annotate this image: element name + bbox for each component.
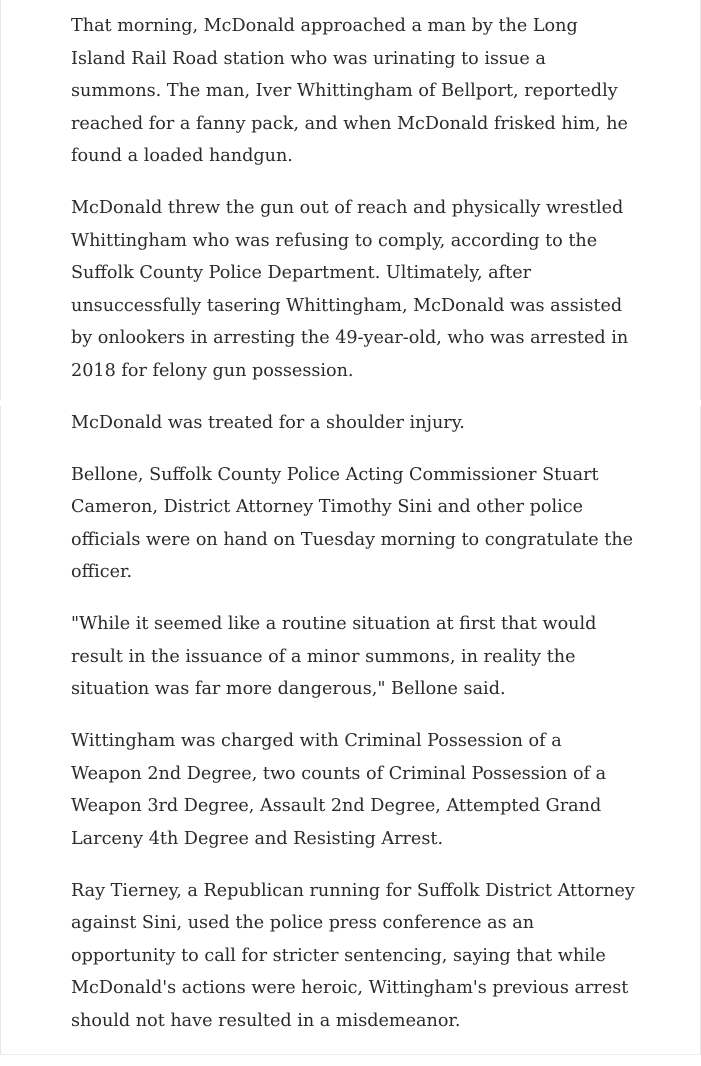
article-body (71, 10, 636, 1057)
article-paragraph: That morning, McDonald approached a man by the Long Island Rail Road station who was urinating to issue a summons. The man, Iver Whittingham of Bellport, reportedly reached for a fanny pack, and when McDonald frisked him, he found a loaded handgun. (71, 16, 628, 166)
article-paragraph: Bellone, Suffolk County Police Acting Commissioner Stuart Cameron, District Attorney Timothy Sini and other police officials were on hand on Tuesday morning to congratulate the officer. (71, 464, 634, 582)
article-paragraph: "While it seemed like a routine situation at first that would result in the issuance of a minor summons, in reality the situation was far more dangerous," Bellone said. (71, 614, 597, 699)
left-border-line (0, 0, 1, 400)
left-border-line (0, 406, 1, 1054)
article-paragraph: Ray Tierney, a Republican running for Suffolk District Attorney against Sini, used the police press conference as an opportunity to call for stricter sentencing, saying that while McDonald's actions were heroic, Wittingham's previous arrest should not have resulted in a misdemeanor. (71, 880, 635, 1031)
article-paragraph: McDonald was treated for a shoulder injury. (71, 412, 465, 433)
article-paragraph: McDonald threw the gun out of reach and physically wrestled Whittingham who was refusing to comply, according to the Suffolk County Police Department. Ultimately, after unsuccessfully tasering Whittingham, McDonald was assisted by onlookers in arresting the 49-year-old, who was arrested in 2018 for felony gun possession. (71, 198, 629, 381)
article-paragraph: Wittingham was charged with Criminal Possession of a Weapon 2nd Degree, two counts of Criminal Possession of a Weapon 3rd Degree, Assault 2nd Degree, Attempted Grand Larceny 4th Degree and Resisting Arrest. (71, 731, 607, 849)
